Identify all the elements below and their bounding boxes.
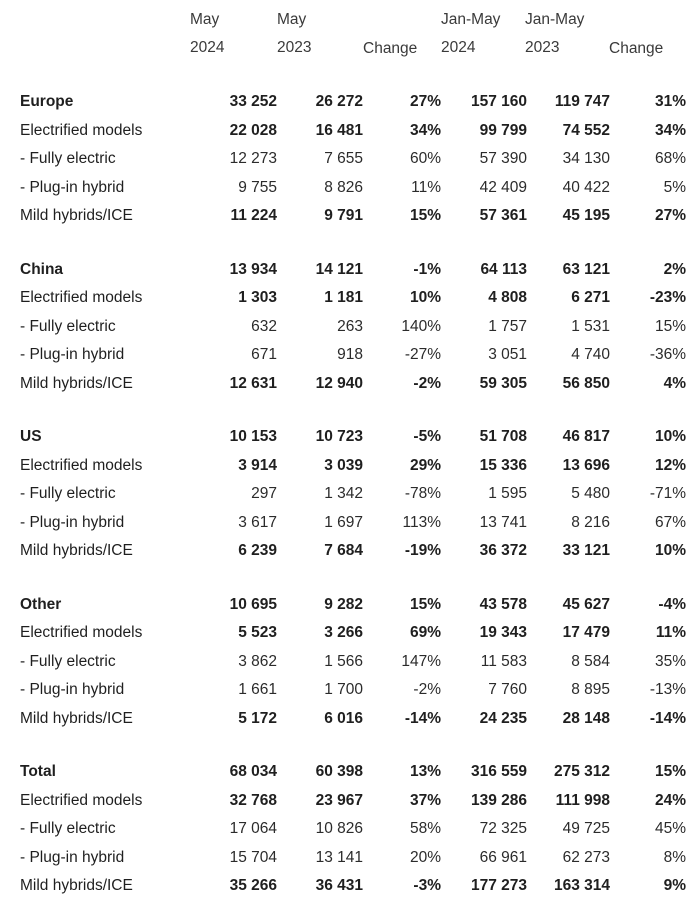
table-cell: 9 755 [238,178,277,196]
table-cell: 1 566 [324,652,363,670]
table-cell: 7 655 [324,150,363,168]
region-total-row [0,88,700,117]
table-cell: 31% [654,93,686,111]
row-padding [686,758,700,787]
table-cell: 14 121 [315,260,363,278]
table-cell: -27% [404,346,441,364]
table-cell: 34% [654,121,686,139]
row-padding [686,815,700,844]
row-padding [686,174,700,203]
table-cell: 36 431 [315,877,363,895]
table-cell: 15% [409,207,441,225]
table-cell: 10% [409,289,441,307]
row-label: - Fully electric [20,150,116,168]
table-cell: 17 479 [562,624,610,642]
row-padding [686,313,700,342]
table-cell: 45% [654,820,686,838]
row-padding [686,509,700,538]
table-cell: 15% [409,595,441,613]
table-cell: 12 273 [229,150,277,168]
table-cell: 45 627 [562,595,610,613]
table-cell: -2% [413,374,441,392]
row-padding [686,452,700,481]
table-row [0,202,700,231]
table-row [0,370,700,399]
table-cell: 20% [409,848,441,866]
header-year-label: 2024 [190,39,225,56]
table-cell: 1 757 [488,317,527,335]
table-cell: 16 481 [315,121,363,139]
row-padding [686,423,700,452]
row-label: - Plug-in hybrid [20,346,125,364]
table-cell: 7 684 [324,542,363,560]
row-label: Electrified models [20,289,143,307]
spacer-cell [0,398,700,423]
table-cell: 60 398 [315,763,363,781]
header-change-month: Change [363,40,418,57]
table-cell: 1 697 [324,513,363,531]
table-cell: 43 578 [479,595,527,613]
table-cell: 35% [654,652,686,670]
table-cell: -4% [658,595,686,613]
row-label: - Plug-in hybrid [20,848,125,866]
header-may-2024 [190,6,224,62]
table-row [0,145,700,174]
table-cell: 57 361 [479,207,527,225]
header-year-label: 2023 [277,39,312,56]
table-cell: 6 016 [324,709,363,727]
table-cell: 28 148 [562,709,610,727]
region-total-row [0,591,700,620]
table-cell: 8 216 [571,513,610,531]
table-cell: 15% [654,763,686,781]
table-cell: 12 940 [315,374,363,392]
table-cell: -13% [649,681,686,699]
table-cell: 29% [409,456,441,474]
table-cell: 263 [337,317,363,335]
header-month-label: May [277,11,307,28]
table-cell: 10% [654,428,686,446]
table-cell: 66 961 [479,848,527,866]
row-label: - Fully electric [20,652,116,670]
row-padding [686,648,700,677]
table-cell: 5 480 [571,485,610,503]
row-label: Mild hybrids/ICE [20,709,133,727]
row-padding [686,787,700,816]
table-cell: -71% [649,485,686,503]
table-cell: 34% [409,121,441,139]
table-cell: 33 252 [229,93,277,111]
table-cell: 8 826 [324,178,363,196]
section-spacer [0,231,700,256]
table-cell: 1 181 [324,289,363,307]
table-cell: 35 266 [229,877,277,895]
table-cell: 74 552 [562,121,610,139]
header-year-label: 2024 [441,39,476,56]
row-padding [686,88,700,117]
table-cell: 297 [251,485,277,503]
table-cell: 57 390 [479,150,527,168]
table-cell: 139 286 [470,791,527,809]
table-cell: 8% [663,848,686,866]
table-cell: 9 791 [324,207,363,225]
table-row [0,872,700,901]
table-cell: 11% [655,624,686,642]
table-row [0,844,700,873]
table-cell: 11 224 [230,207,277,225]
table-cell: -36% [649,346,686,364]
table-cell: 10 695 [229,595,277,613]
row-label: - Plug-in hybrid [20,681,125,699]
table-row [0,787,700,816]
table-row [0,648,700,677]
table-cell: 32 768 [229,791,277,809]
table-row [0,705,700,734]
row-label: Total [20,763,56,781]
table-cell: 15 336 [479,456,527,474]
row-label: - Fully electric [20,820,116,838]
table-cell: 5 523 [238,624,277,642]
row-padding [686,872,700,901]
table-cell: 1 342 [324,485,363,503]
table-cell: 68 034 [229,763,277,781]
table-cell: 10% [654,542,686,560]
header-year-label: 2023 [525,39,560,56]
table-row [0,480,700,509]
table-cell: 4% [663,374,686,392]
row-label: - Plug-in hybrid [20,178,125,196]
table-cell: 8 895 [571,681,610,699]
region-total-row [0,423,700,452]
table-cell: 58% [409,820,441,838]
table-cell: 6 271 [571,289,610,307]
table-cell: 63 121 [562,260,610,278]
row-padding [686,705,700,734]
table-cell: 15% [654,317,686,335]
table-row [0,284,700,313]
table-cell: 4 740 [571,346,610,364]
header-change-ytd: Change [609,40,664,57]
table-cell: 62 273 [562,848,610,866]
table-cell: 4 808 [488,289,527,307]
row-padding [686,370,700,399]
row-padding [686,591,700,620]
table-cell: 33 121 [562,542,610,560]
table-cell: 9% [663,877,686,895]
table-cell: 113% [402,513,441,531]
table-row [0,509,700,538]
table-cell: 1 303 [238,289,277,307]
header-period-label: Jan-May [441,11,501,28]
table-cell: 8 584 [571,652,610,670]
table-cell: 23 967 [315,791,363,809]
table-cell: 11% [411,178,441,196]
section-spacer [0,733,700,758]
table-cell: 40 422 [562,178,610,196]
table-cell: 12 631 [229,374,277,392]
row-padding [686,341,700,370]
table-cell: 671 [251,346,277,364]
table-cell: 17 064 [229,820,277,838]
table-cell: 3 617 [238,513,277,531]
table-cell: 13 696 [562,456,610,474]
spacer-cell [0,231,700,256]
table-cell: 64 113 [480,260,527,278]
table-cell: 5% [663,178,686,196]
table-cell: 1 531 [571,317,610,335]
table-cell: 26 272 [315,93,363,111]
table-cell: 140% [401,317,441,335]
table-cell: 111 998 [555,791,610,809]
table-cell: 275 312 [553,763,610,781]
table-cell: 177 273 [470,877,527,895]
table-cell: 46 817 [562,428,610,446]
table-cell: 34 130 [562,150,610,168]
table-cell: 36 372 [479,542,527,560]
table-cell: -14% [649,709,686,727]
row-label: Electrified models [20,456,143,474]
table-cell: 27% [654,207,686,225]
row-padding [686,619,700,648]
table-cell: 119 747 [554,93,610,111]
row-label: Europe [20,93,74,111]
row-label: - Fully electric [20,485,116,503]
header-month-label: May [190,11,220,28]
table-header [0,0,700,70]
region-total-row [0,256,700,285]
table-cell: 3 914 [238,456,277,474]
table-cell: -3% [413,877,441,895]
table-cell: 72 325 [479,820,527,838]
row-padding [686,284,700,313]
spacer-cell [0,566,700,591]
table-cell: 11 583 [480,652,527,670]
table-cell: 37% [409,791,441,809]
table-cell: 10 153 [229,428,277,446]
table-cell: 10 826 [315,820,363,838]
table-cell: 2% [663,260,686,278]
row-label: Mild hybrids/ICE [20,374,133,392]
table-cell: 10 723 [315,428,363,446]
sales-data-table [0,88,700,901]
table-cell: 45 195 [562,207,610,225]
table-row [0,341,700,370]
section-spacer [0,566,700,591]
table-cell: 15 704 [229,848,277,866]
table-cell: -19% [404,542,441,560]
table-cell: 68% [654,150,686,168]
header-may-2023 [277,6,311,62]
row-label: US [20,428,42,446]
table-cell: 60% [409,150,441,168]
header-janmay-2023 [525,6,584,62]
table-cell: 13% [409,763,441,781]
table-row [0,313,700,342]
table-cell: 157 160 [470,93,527,111]
row-label: Electrified models [20,624,143,642]
table-cell: 22 028 [229,121,277,139]
table-cell: -2% [413,681,441,699]
spacer-cell [0,733,700,758]
table-cell: 49 725 [562,820,610,838]
table-cell: -78% [404,485,441,503]
row-padding [686,117,700,146]
row-label: Mild hybrids/ICE [20,542,133,560]
table-cell: 27% [409,93,441,111]
row-label: - Fully electric [20,317,116,335]
row-padding [686,145,700,174]
row-label: Mild hybrids/ICE [20,207,133,225]
table-cell: 59 305 [479,374,527,392]
table-cell: 1 700 [324,681,363,699]
row-padding [686,844,700,873]
table-cell: 918 [337,346,363,364]
table-cell: 7 760 [488,681,527,699]
table-row [0,174,700,203]
table-cell: 24 235 [479,709,527,727]
table-row [0,676,700,705]
table-cell: 13 741 [479,513,527,531]
table-cell: 5 172 [238,709,277,727]
table-cell: 42 409 [479,178,527,196]
table-cell: -23% [649,289,686,307]
table-cell: 163 314 [553,877,610,895]
row-padding [686,676,700,705]
row-label: Other [20,595,62,613]
table-cell: 1 595 [488,485,527,503]
row-label: Electrified models [20,791,143,809]
table-cell: 1 661 [238,681,277,699]
table-cell: 13 934 [229,260,277,278]
table-cell: 67% [654,513,686,531]
table-cell: 316 559 [470,763,527,781]
row-label: Electrified models [20,121,143,139]
row-label: - Plug-in hybrid [20,513,125,531]
region-total-row [0,758,700,787]
table-cell: 9 282 [324,595,363,613]
table-row [0,452,700,481]
section-spacer [0,398,700,423]
table-cell: 3 266 [324,624,363,642]
row-padding [686,256,700,285]
table-cell: -5% [413,428,441,446]
table-cell: 19 343 [479,624,527,642]
row-padding [686,480,700,509]
table-cell: 24% [654,791,686,809]
table-row [0,537,700,566]
table-cell: 12% [654,456,686,474]
row-padding [686,537,700,566]
table-cell: 3 039 [324,456,363,474]
row-padding [686,202,700,231]
table-row [0,815,700,844]
table-cell: 6 239 [238,542,277,560]
row-label: China [20,260,64,278]
table-cell: 13 141 [315,848,363,866]
table-cell: 69% [409,624,441,642]
header-period-label: Jan-May [525,11,585,28]
table-cell: 3 051 [488,346,527,364]
header-janmay-2024 [441,6,500,62]
table-cell: 3 862 [238,652,277,670]
row-label: Mild hybrids/ICE [20,877,133,895]
table-cell: 147% [401,652,441,670]
table-cell: -14% [404,709,441,727]
table-cell: 632 [251,317,277,335]
table-row [0,619,700,648]
table-row [0,117,700,146]
table-cell: 99 799 [479,121,527,139]
table-cell: 51 708 [479,428,527,446]
table-cell: 56 850 [562,374,610,392]
table-cell: -1% [413,260,441,278]
